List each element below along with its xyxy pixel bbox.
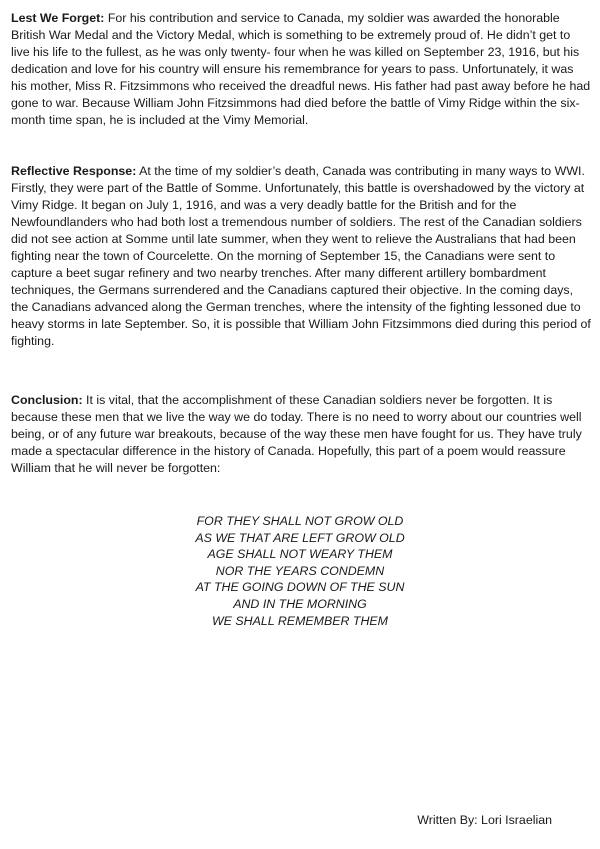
author-signature: Written By: Lori Israelian bbox=[417, 813, 552, 827]
conclusion-paragraph bbox=[11, 392, 591, 477]
poem-line: FOR THEY SHALL NOT GROW OLD bbox=[196, 514, 404, 528]
lest-we-forget-heading: Lest We Forget: bbox=[11, 11, 105, 25]
poem-line: AND IN THE MORNING bbox=[233, 596, 367, 611]
reflective-response-body: At the time of my soldier’s death, Canada was contributing in many ways to WWI. Firstly, they were part of the Battle of Somme. Unfortunately, this battle is overshadowed by the victory at Vimy Ridge. It began on July 1, 1916, and was a very deadly battle for the British and for the Newfoundlanders who had both lost a tremendous number of soldiers. The rest of the Canadian soldiers did not see action at Somme until late summer, when they went to relieve the Australians that had been fighting near the town of Courcelette. On the morning of September 15, the Canadians were sent to capture a beet sugar refinery and two nearby trenches. After many different artillery bombardment techniques, the Germans surrendered and the Canadians captured their objective. In the coming days, the Canadians advanced along the German trenches, where the intensity of the fighting lessoned due to heavy storms in late September. So, it is possible that William John Fitzsimmons died during this period of fighting. bbox=[11, 164, 591, 348]
poem-line: NOR THE YEARS CONDEMN bbox=[215, 563, 385, 578]
reflective-response-heading: Reflective Response: bbox=[11, 164, 137, 178]
conclusion-heading: Conclusion: bbox=[11, 393, 83, 407]
conclusion-body: It is vital, that the accomplishment of these Canadian soldiers never be forgotten. It is because these men that we live the way we do today. There is no need to worry about our countries well being, or of any future war breakouts, because of the way these men have fought for us. They have truly made a spectacular difference in the history of Canada. Hopefully, this part of a poem would reassure William that he will never be forgotten: bbox=[11, 393, 582, 475]
poem-line: AS WE THAT ARE LEFT GROW OLD bbox=[195, 530, 405, 545]
poem-block bbox=[0, 513, 600, 629]
lest-we-forget-body: For his contribution and service to Canada, my soldier was awarded the honorable British War Medal and the Victory Medal, which is something to be extremely proud of. He didn’t get to live his life to the fullest, as he was only twenty- four when he was killed on September 23, 1916, but his dedication and love for his country will ensure his remembrance for years to pass. Unfortunately, it was his mother, Miss R. Fitzsimmons who received the dreadful news. His father had past away before he had gone to war. Because William John Fitzsimmons had died before the battle of Vimy Ridge within the six- month time span, he is included at the Vimy Memorial. bbox=[11, 11, 591, 127]
poem-line: AT THE GOING DOWN OF THE SUN bbox=[195, 580, 405, 595]
poem-line: WE SHALL REMEMBER THEM bbox=[211, 613, 389, 628]
reflective-response-paragraph bbox=[11, 163, 591, 350]
poem-line: AGE SHALL NOT WEARY THEM bbox=[207, 547, 393, 562]
lest-we-forget-paragraph bbox=[11, 10, 591, 129]
